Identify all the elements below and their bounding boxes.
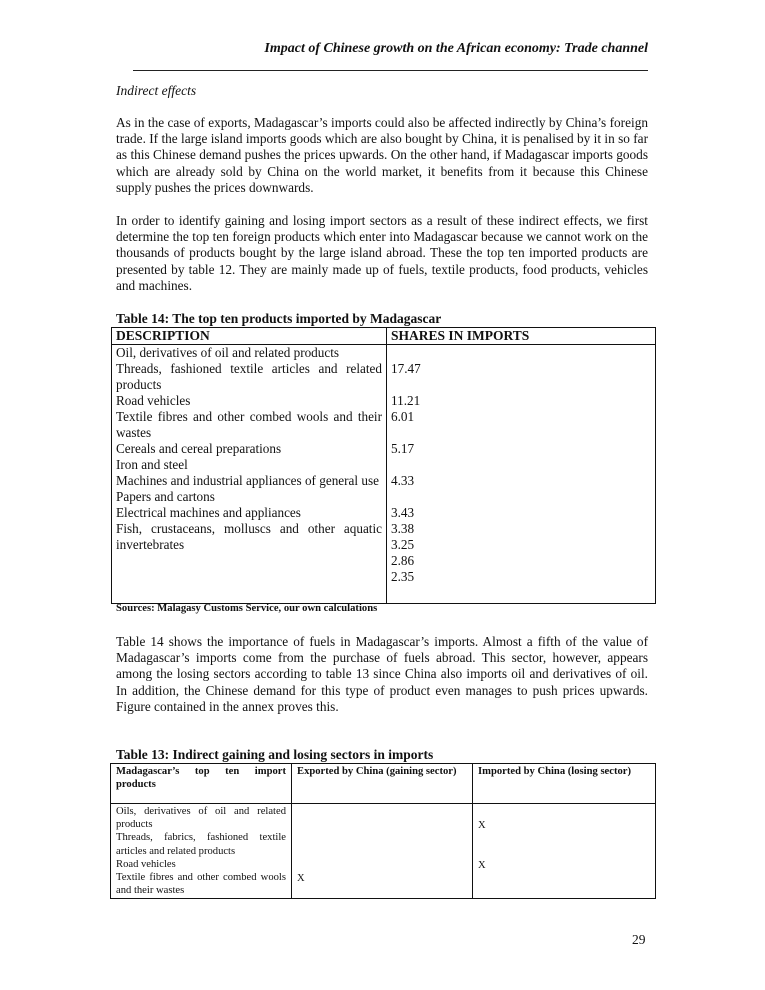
mark: X <box>297 872 305 884</box>
share-value: 3.25 <box>391 537 415 552</box>
list-item: Road vehicles <box>116 858 176 870</box>
list-item: Cereals and cereal preparations <box>116 441 282 456</box>
column-header-gaining: Exported by China (gaining sector) <box>292 764 473 804</box>
list-item: Threads, fabrics, fashioned textile articles and related products <box>116 832 286 857</box>
share-value: 4.33 <box>391 473 415 488</box>
share-value: 3.43 <box>391 505 415 520</box>
share-value: 3.38 <box>391 521 415 536</box>
list-item: Papers and cartons <box>116 489 215 504</box>
mark <box>297 805 467 818</box>
mark <box>478 872 650 885</box>
list-item: Oil, derivatives of oil and related products <box>116 345 340 360</box>
list-item: Textile fibres and other combed wools and their wastes <box>116 872 286 897</box>
share-value: 2.35 <box>391 569 415 584</box>
section-subheading: Indirect effects <box>116 83 197 98</box>
share-value <box>391 489 651 505</box>
products-cell <box>111 804 292 899</box>
mark <box>297 831 467 844</box>
share-value <box>391 345 651 361</box>
share-value <box>391 377 651 393</box>
gaining-cell <box>292 804 473 899</box>
paragraph-2 <box>116 213 648 294</box>
column-header-losing: Imported by China (losing sector) <box>473 764 656 804</box>
paragraph-3 <box>116 634 648 715</box>
list-item: Textile fibres and other combed wools and their wastes <box>116 409 382 440</box>
share-value: 6.01 <box>391 409 415 424</box>
share-value: 11.21 <box>391 393 421 408</box>
share-value: 2.86 <box>391 553 415 568</box>
mark <box>478 846 650 859</box>
mark <box>478 805 650 818</box>
share-value <box>391 425 651 441</box>
paragraph-text: In order to identify gaining and losing import sectors as a result of these indirect effects, we first determine the top ten foreign products which enter into Madagascar because we cannot work on the thousands of products bought by the large island abroad. These the top ten imported products are presented by table 12. They are mainly made up of fuels, textile products, food products, vehicles and machines. <box>116 213 648 293</box>
paragraph-text: As in the case of exports, Madagascar’s imports could also be affected indirectly by China’s foreign trade. If the large island imports goods which are also bought by China, it is penalised by it in so far as this Chinese demand pushes the prices upwards. On the other hand, if Madagascar imports goods which are already sold by China on the world market, it benefits from it because this Chinese supply pushes the prices downwards. <box>116 115 648 195</box>
mark: X <box>478 859 486 871</box>
table13-caption: Table 13: Indirect gaining and losing sectors in imports <box>116 747 434 762</box>
running-header: Impact of Chinese growth on the African economy: Trade channel <box>264 41 648 56</box>
description-cell <box>112 345 387 604</box>
losing-cell <box>473 804 656 899</box>
mark <box>297 845 467 858</box>
table-header-row <box>111 764 656 804</box>
column-header-products: Madagascar’s top ten import products <box>111 764 292 804</box>
list-item: Machines and industrial appliances of general use <box>116 473 379 488</box>
header-rule <box>133 70 648 71</box>
share-value: 5.17 <box>391 441 415 456</box>
shares-cell <box>387 345 656 604</box>
table14-source: Sources: Malagasy Customs Service, our own calculations <box>116 603 378 614</box>
mark <box>297 818 467 831</box>
column-header-shares: SHARES IN IMPORTS <box>387 328 656 345</box>
column-header-description: DESCRIPTION <box>112 328 387 345</box>
list-item: Oils, derivatives of oil and related products <box>116 806 286 831</box>
list-item: Electrical machines and appliances <box>116 505 301 520</box>
paragraph-1 <box>116 115 648 196</box>
table-row <box>111 804 656 899</box>
list-item: Iron and steel <box>116 457 188 472</box>
table14-caption: Table 14: The top ten products imported by Madagascar <box>116 311 442 326</box>
mark <box>297 858 467 871</box>
table-row <box>112 345 656 604</box>
paragraph-text: Table 14 shows the importance of fuels in Madagascar’s imports. Almost a fifth of the value of Madagascar’s imports come from the purchase of fuels abroad. This sector, however, appears among the losing sectors according to table 13 since China also imports oil and derivatives of oil. In addition, the Chinese demand for this type of product even manages to push prices upwards. Figure contained in the annex proves this. <box>116 634 648 714</box>
page-number: 29 <box>632 932 646 947</box>
mark <box>478 832 650 845</box>
share-value <box>391 457 651 473</box>
list-item: Road vehicles <box>116 393 191 408</box>
mark: X <box>478 820 486 832</box>
share-value: 17.47 <box>391 361 421 376</box>
list-item: Fish, crustaceans, molluscs and other aquatic invertebrates <box>116 521 382 552</box>
list-item: Threads, fashioned textile articles and related products <box>116 361 382 392</box>
table13 <box>110 763 656 899</box>
table14 <box>111 327 656 604</box>
table-header-row <box>112 328 656 345</box>
